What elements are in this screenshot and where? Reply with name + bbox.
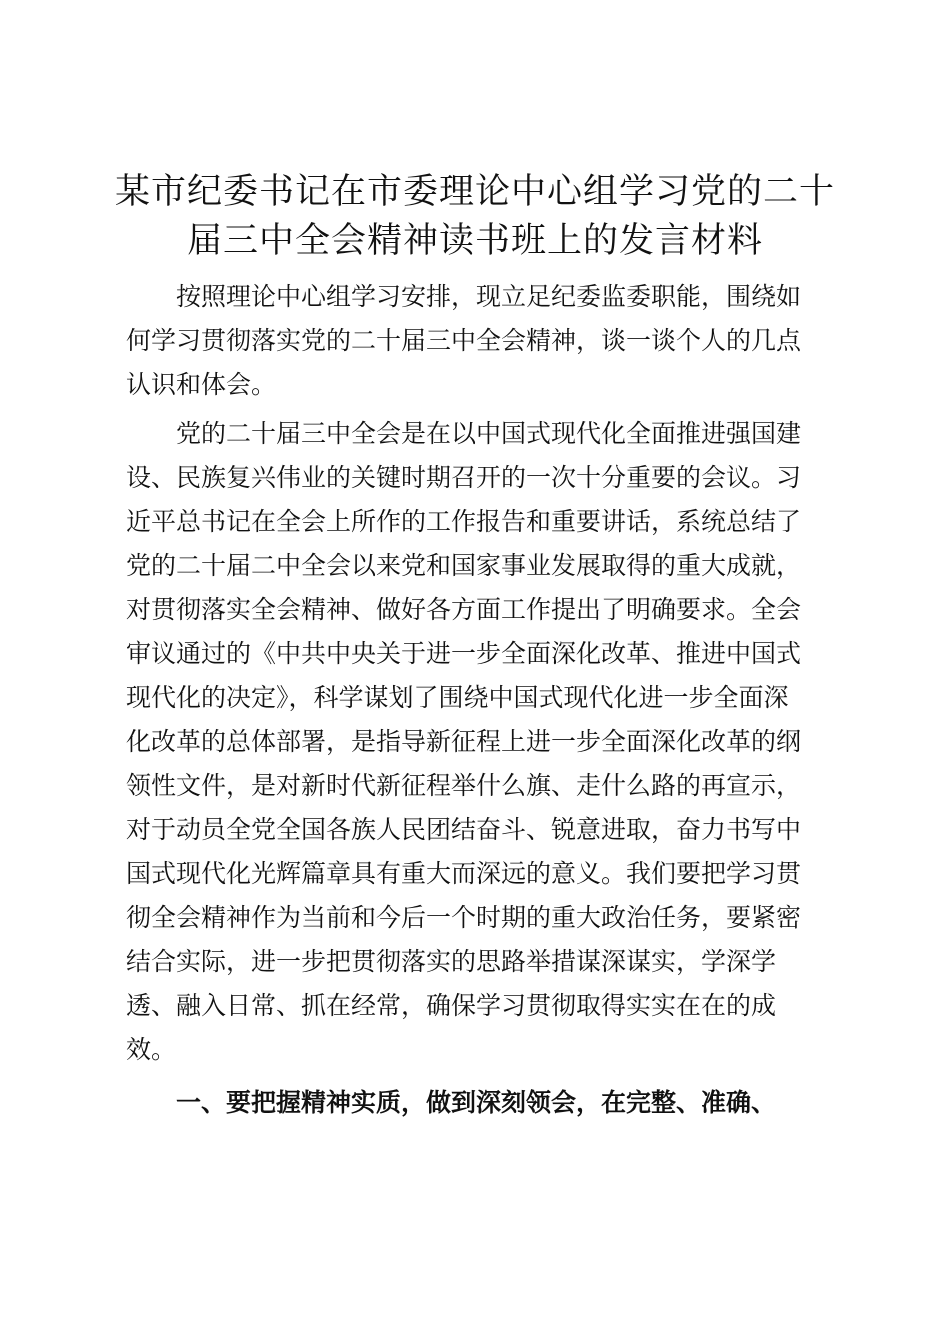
section-heading-one (126, 1081, 846, 1125)
text-line: 认识和体会。 (126, 370, 277, 399)
text-line: 化改革的总体部署，是指导新征程上进一步全面深化改革的纲 (126, 727, 802, 756)
title-line: 某市纪委书记在市委理论中心组学习党的二十 (114, 172, 835, 212)
text-line: 领性文件，是对新时代新征程举什么旗、走什么路的再宣示， (126, 771, 802, 800)
text-line: 透、融入日常、抓在经常，确保学习贯彻取得实实在在的成 (126, 991, 777, 1020)
text-line: 党的二十届二中全会以来党和国家事业发展取得的重大成就， (126, 551, 802, 580)
text-line: 一、要把握精神实质，做到深刻领会，在完整、准确、 (126, 1088, 777, 1117)
text-line: 现代化的决定》，科学谋划了围绕中国式现代化进一步全面深 (126, 683, 789, 712)
text-line: 效。 (126, 1035, 177, 1064)
text-line: 设、民族复兴伟业的关键时期召开的一次十分重要的会议。习 (126, 463, 802, 492)
text-line: 近平总书记在全会上所作的工作报告和重要讲话，系统总结了 (126, 507, 802, 536)
text-line: 按照理论中心组学习安排，现立足纪委监委职能，围绕如 (126, 282, 802, 311)
text-line: 国式现代化光辉篇章具有重大而深远的意义。我们要把学习贯 (126, 859, 802, 888)
text-line: 党的二十届三中全会是在以中国式现代化全面推进强国建 (126, 419, 802, 448)
paragraph-plenary-session (126, 412, 846, 1072)
text-line: 彻全会精神作为当前和今后一个时期的重大政治任务，要紧密 (126, 903, 802, 932)
document-title (110, 168, 840, 266)
title-line: 届三中全会精神读书班上的发言材料 (186, 221, 763, 261)
text-line: 审议通过的《中共中央关于进一步全面深化改革、推进中国式 (126, 639, 802, 668)
text-line: 结合实际，进一步把贯彻落实的思路举措谋深谋实，学深学 (126, 947, 777, 976)
text-line: 何学习贯彻落实党的二十届三中全会精神，谈一谈个人的几点 (126, 326, 802, 355)
text-line: 对于动员全党全国各族人民团结奋斗、锐意进取，奋力书写中 (126, 815, 802, 844)
text-line: 对贯彻落实全会精神、做好各方面工作提出了明确要求。全会 (126, 595, 802, 624)
paragraph-intro (126, 275, 846, 407)
